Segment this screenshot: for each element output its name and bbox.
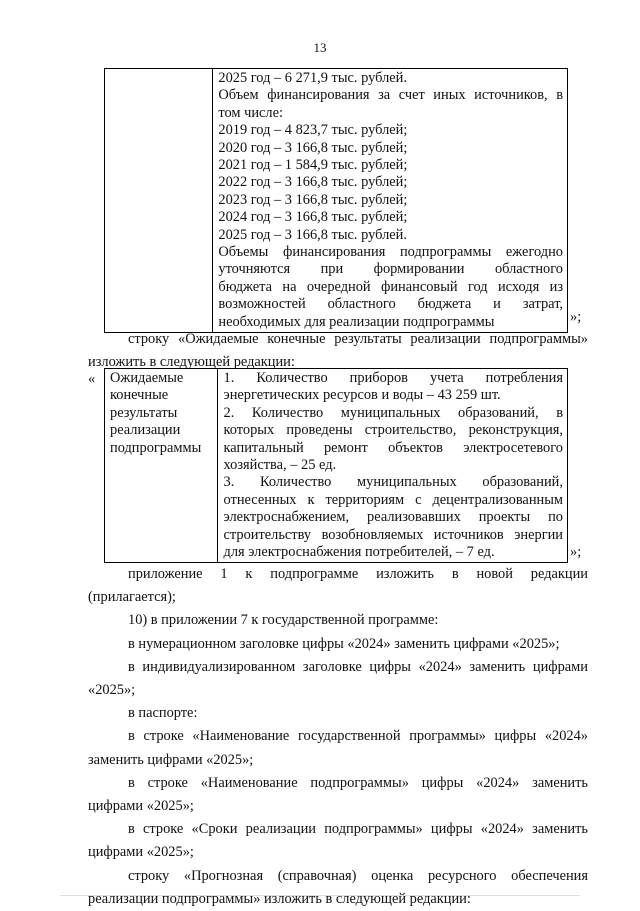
financing-line: уточняются при формировании областного: [218, 261, 563, 278]
result-line: которых проведены строительство, реконструкция,: [223, 422, 563, 439]
result-line: 2. Количество муниципальных образований, в: [223, 404, 563, 421]
paragraph-line: (прилагается);: [88, 589, 176, 606]
financing-line: бюджета на очередной финансовый год исходя из: [218, 278, 563, 295]
financing-line: возможностей областного бюджета и затрат,: [218, 296, 563, 313]
financing-table-content-cell: [213, 69, 568, 333]
financing-line: 2019 год – 4 823,7 тыс. рублей;: [218, 122, 408, 139]
paragraph-line: в строке «Сроки реализации подпрограммы» цифры «2024» заменить: [128, 821, 588, 838]
label-line: реализации: [110, 422, 181, 439]
opening-quote-mark: «: [88, 371, 96, 387]
financing-line: Объем финансирования за счет иных источников, в: [218, 87, 563, 104]
paragraph-line: реализации подпрограммы» изложить в следующей редакции:: [88, 890, 471, 907]
financing-table-label-cell: [105, 69, 213, 333]
page-number: 13: [313, 40, 327, 55]
closing-quote-mark: »;: [570, 544, 582, 560]
closing-quote-mark: »;: [570, 309, 582, 325]
financing-line: 2023 год – 3 166,8 тыс. рублей;: [218, 191, 408, 208]
financing-line: необходимых для реализации подпрограммы: [218, 313, 495, 330]
result-line: отнесенных к территориям с децентрализованным: [223, 491, 563, 508]
paragraph-line: строку «Прогнозная (справочная) оценка ресурсного обеспечения: [128, 867, 588, 884]
result-line: для электроснабжения потребителей, – 7 ед.: [223, 544, 495, 561]
label-line: конечные: [110, 387, 169, 404]
paragraph-line: 10) в приложении 7 к государственной программе:: [128, 612, 439, 629]
result-line: хозяйства, – 25 ед.: [223, 457, 337, 474]
paragraph-line: приложение 1 к подпрограмме изложить в новой редакции: [128, 566, 588, 582]
financing-line: 2025 год – 6 271,9 тыс. рублей.: [218, 70, 407, 86]
financing-line: Объемы финансирования подпрограммы ежегодно: [218, 244, 563, 261]
scan-edge-line: [60, 895, 580, 896]
financing-line: 2020 год – 3 166,8 тыс. рублей;: [218, 139, 408, 156]
result-line: капитальный ремонт объектов электросетевого: [223, 439, 563, 456]
paragraph-line: в индивидуализированном заголовке цифры «2024» заменить цифрами: [128, 658, 588, 675]
paragraph-line: заменить цифрами «2025»;: [88, 751, 254, 768]
result-line: 3. Количество муниципальных образований,: [223, 474, 563, 491]
paragraph-line: «2025»;: [88, 682, 136, 699]
result-line: 1. Количество приборов учета потребления: [223, 370, 563, 386]
label-line: результаты: [110, 404, 178, 421]
result-line: строительству возобновляемых источников энергии: [223, 526, 563, 543]
amendments-text: [88, 563, 588, 911]
result-line: энергетических ресурсов и воды – 43 259 шт.: [223, 387, 501, 404]
paragraph-line: в строке «Наименование государственной программы» цифры «2024»: [128, 728, 588, 745]
label-line: подпрограммы: [110, 439, 202, 456]
financing-line: 2021 год – 1 584,9 тыс. рублей;: [218, 157, 408, 174]
paragraph-line: цифрами «2025»;: [88, 844, 194, 861]
paragraph-line: изложить в следующей редакции:: [88, 354, 295, 371]
label-line: Ожидаемые: [110, 370, 184, 386]
paragraph-line: в нумерационном заголовке цифры «2024» заменить цифрами «2025»;: [128, 635, 560, 652]
result-line: электроснабжением, реализовавших проекты по: [223, 509, 563, 526]
paragraph-line: в строке «Наименование подпрограммы» цифры «2024» заменить: [128, 774, 588, 791]
financing-line: 2024 год – 3 166,8 тыс. рублей;: [218, 209, 408, 226]
paragraph-line: цифрами «2025»;: [88, 798, 194, 815]
financing-table: [104, 68, 568, 333]
financing-line: 2022 год – 3 166,8 тыс. рублей;: [218, 174, 408, 191]
paragraph-line: строку «Ожидаемые конечные результаты реализации подпрограммы»: [128, 331, 588, 347]
paragraph-line: в паспорте:: [128, 705, 198, 722]
expected-results-label-cell: [105, 369, 218, 563]
financing-line: том числе:: [218, 104, 283, 121]
expected-results-content-cell: [217, 369, 567, 563]
financing-line: 2025 год – 3 166,8 тыс. рублей.: [218, 226, 407, 243]
expected-results-table: [104, 368, 568, 563]
